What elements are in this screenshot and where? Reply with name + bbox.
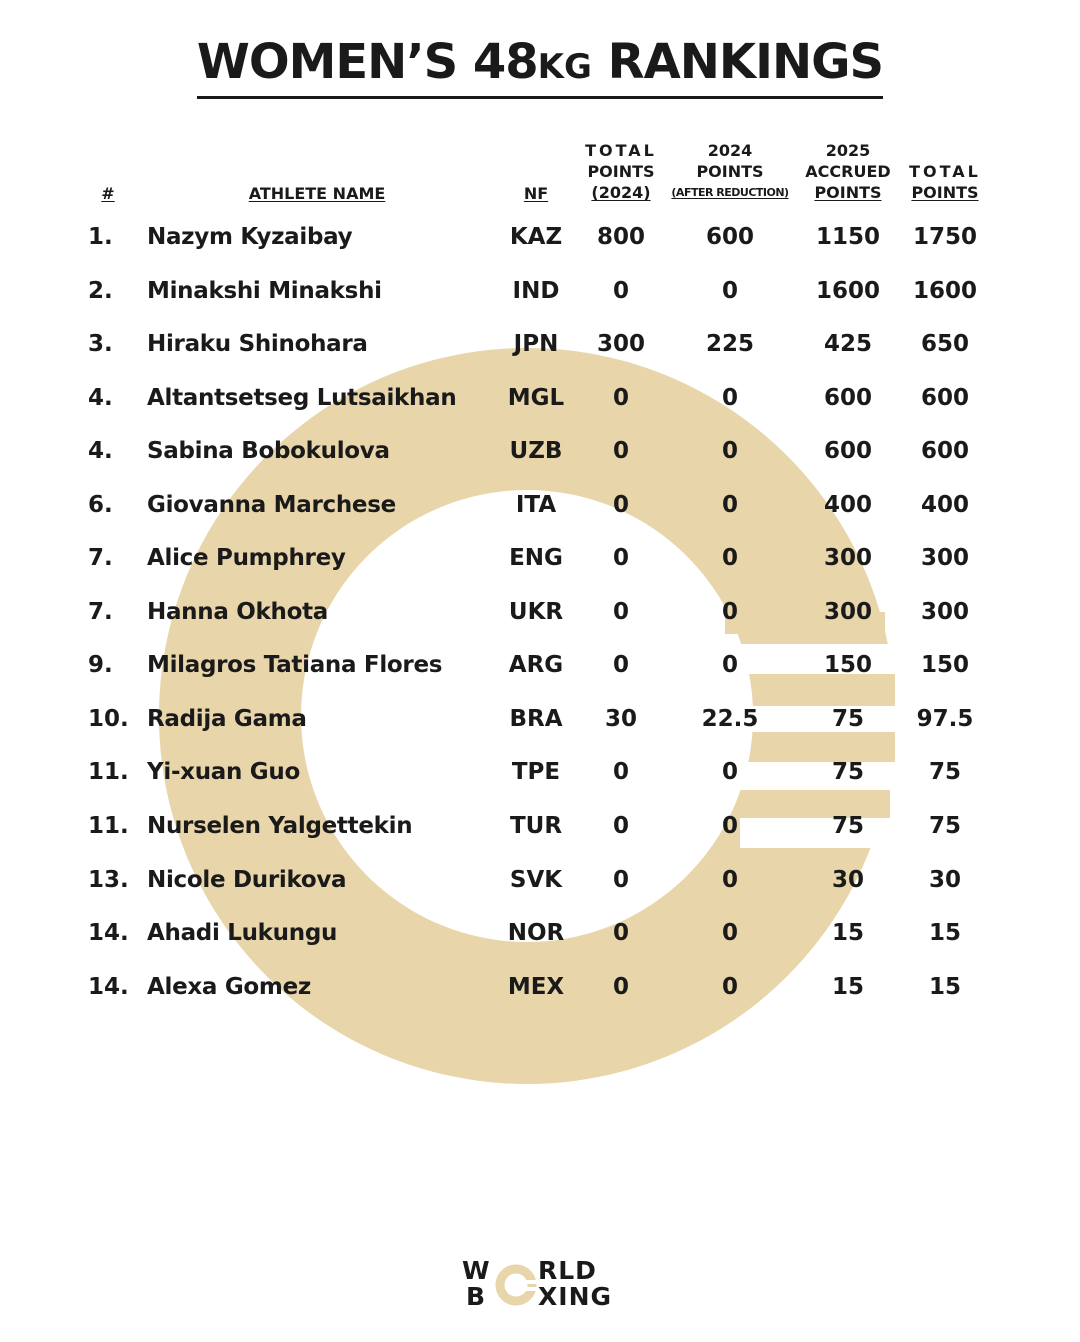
header-rank-label: # [101,184,115,203]
row-nf: KAZ [509,224,563,250]
row-nf: ARG [508,652,564,678]
row-nf: MEX [507,974,565,1000]
row-rank: 10. [88,706,129,732]
row-rank: 4. [88,385,113,411]
table-row [0,860,1080,900]
header-nf [496,183,576,204]
row-total-2024: 800 [596,224,645,250]
row-total-2024: 0 [612,920,629,946]
header-accrued-2025-line2: ACCRUED [805,162,891,181]
row-total-points: 15 [928,920,961,946]
row-rank: 9. [88,652,113,678]
row-accrued-2025: 150 [823,652,872,678]
row-rank: 2. [88,278,113,304]
row-rank: 3. [88,331,113,357]
row-total-points: 650 [920,331,969,357]
header-points-2024 [668,140,792,203]
row-points-2024: 600 [705,224,754,250]
header-points-2024-line2: POINTS [696,162,764,181]
row-athlete-name: Nurselen Yalgettekin [147,813,413,839]
row-total-2024: 0 [612,385,629,411]
row-rank: 6. [88,492,113,518]
row-total-2024: 0 [612,867,629,893]
row-rank: 11. [88,813,129,839]
logo-letter-w: W [462,1256,491,1285]
row-rank: 1. [88,224,113,250]
row-points-2024: 0 [721,920,738,946]
row-rank: 14. [88,920,129,946]
world-boxing-logo [460,1258,620,1312]
row-points-2024: 225 [705,331,754,357]
row-total-2024: 0 [612,974,629,1000]
row-nf: SVK [509,867,563,893]
logo-text-rld: RLD [538,1256,597,1285]
row-accrued-2025: 600 [823,385,872,411]
title-suffix-text: RANKINGS [591,34,884,90]
row-total-2024: 0 [612,278,629,304]
row-athlete-name: Minakshi Minakshi [147,278,382,304]
row-points-2024: 0 [721,278,738,304]
row-athlete-name: Alexa Gomez [147,974,311,1000]
row-nf: MGL [507,385,565,411]
table-row [0,699,1080,739]
row-total-points: 97.5 [916,706,974,732]
row-total-points: 300 [920,545,969,571]
table-row [0,538,1080,578]
header-total-line1: TOTAL [909,162,981,181]
row-accrued-2025: 75 [831,706,864,732]
row-rank: 11. [88,759,129,785]
row-points-2024: 0 [721,438,738,464]
row-nf: UZB [509,438,563,464]
row-accrued-2025: 1600 [815,278,880,304]
row-total-points: 1600 [912,278,977,304]
row-total-2024: 0 [612,599,629,625]
row-athlete-name: Sabina Bobokulova [147,438,390,464]
row-total-2024: 0 [612,545,629,571]
row-accrued-2025: 300 [823,545,872,571]
row-total-points: 600 [920,438,969,464]
row-total-2024: 0 [612,813,629,839]
row-accrued-2025: 1150 [815,224,880,250]
header-total-2024-line2: POINTS [587,162,655,181]
table-row [0,217,1080,257]
row-rank: 7. [88,599,113,625]
row-athlete-name: Ahadi Lukungu [147,920,338,946]
row-nf: NOR [507,920,565,946]
row-accrued-2025: 75 [831,813,864,839]
row-nf: BRA [509,706,563,732]
header-athlete-label: ATHLETE NAME [248,184,386,203]
row-athlete-name: Altantsetseg Lutsaikhan [147,385,457,411]
row-points-2024: 0 [721,492,738,518]
row-accrued-2025: 600 [823,438,872,464]
table-row [0,752,1080,792]
row-points-2024: 0 [721,974,738,1000]
header-accrued-2025-line3: POINTS [814,183,882,202]
table-row [0,967,1080,1007]
row-rank: 7. [88,545,113,571]
table-row [0,431,1080,471]
row-points-2024: 0 [721,652,738,678]
row-total-points: 600 [920,385,969,411]
title-main-text: WOMEN’S 48 [196,34,538,90]
header-nf-label: NF [523,184,549,203]
row-total-2024: 0 [612,652,629,678]
row-athlete-name: Nicole Durikova [147,867,347,893]
row-total-points: 75 [928,813,961,839]
logo-text-xing: XING [538,1282,613,1311]
table-row [0,645,1080,685]
row-points-2024: 0 [721,867,738,893]
header-points-2024-line3: (AFTER REDUCTION) [671,186,789,199]
row-total-points: 30 [928,867,961,893]
header-points-2024-line1: 2024 [707,141,753,160]
row-points-2024: 0 [721,385,738,411]
row-total-2024: 0 [612,438,629,464]
row-points-2024: 0 [721,599,738,625]
row-nf: JPN [513,331,559,357]
table-row [0,913,1080,953]
row-athlete-name: Nazym Kyzaibay [147,224,353,250]
row-total-points: 15 [928,974,961,1000]
header-athlete-name [237,183,397,204]
row-total-points: 1750 [912,224,977,250]
row-points-2024: 0 [721,759,738,785]
row-accrued-2025: 400 [823,492,872,518]
row-accrued-2025: 30 [831,867,864,893]
header-total [900,161,990,203]
row-athlete-name: Alice Pumphrey [147,545,346,571]
row-athlete-name: Hanna Okhota [147,599,328,625]
header-accrued-2025 [798,140,898,203]
logo-letter-b: B [466,1282,487,1311]
row-nf: TPE [511,759,561,785]
title-unit-text: KG [537,47,592,87]
row-total-2024: 0 [612,492,629,518]
row-points-2024: 22.5 [701,706,759,732]
row-total-points: 150 [920,652,969,678]
header-total-2024-line1: TOTAL [585,141,657,160]
row-total-points: 75 [928,759,961,785]
row-total-points: 400 [920,492,969,518]
row-rank: 13. [88,867,129,893]
row-nf: TUR [509,813,563,839]
table-row [0,324,1080,364]
row-athlete-name: Hiraku Shinohara [147,331,368,357]
row-athlete-name: Yi-xuan Guo [147,759,300,785]
row-total-2024: 0 [612,759,629,785]
row-nf: ENG [509,545,563,571]
table-row [0,592,1080,632]
row-accrued-2025: 75 [831,759,864,785]
row-nf: UKR [508,599,564,625]
row-nf: ITA [515,492,557,518]
header-total-2024 [575,140,667,203]
header-total-2024-line3: (2024) [591,183,651,202]
row-accrued-2025: 425 [823,331,872,357]
row-athlete-name: Milagros Tatiana Flores [147,652,443,678]
row-total-2024: 300 [596,331,645,357]
row-points-2024: 0 [721,813,738,839]
row-rank: 14. [88,974,129,1000]
row-accrued-2025: 300 [823,599,872,625]
table-row [0,806,1080,846]
row-athlete-name: Giovanna Marchese [147,492,396,518]
table-row [0,485,1080,525]
header-rank [88,183,128,204]
header-accrued-2025-line1: 2025 [825,141,871,160]
row-accrued-2025: 15 [831,974,864,1000]
header-total-line2: POINTS [911,183,979,202]
row-rank: 4. [88,438,113,464]
row-nf: IND [512,278,560,304]
row-total-2024: 30 [604,706,637,732]
row-points-2024: 0 [721,545,738,571]
row-athlete-name: Radija Gama [147,706,307,732]
logo-ring-icon [494,1263,538,1307]
table-row [0,378,1080,418]
row-accrued-2025: 15 [831,920,864,946]
table-row [0,271,1080,311]
row-total-points: 300 [920,599,969,625]
